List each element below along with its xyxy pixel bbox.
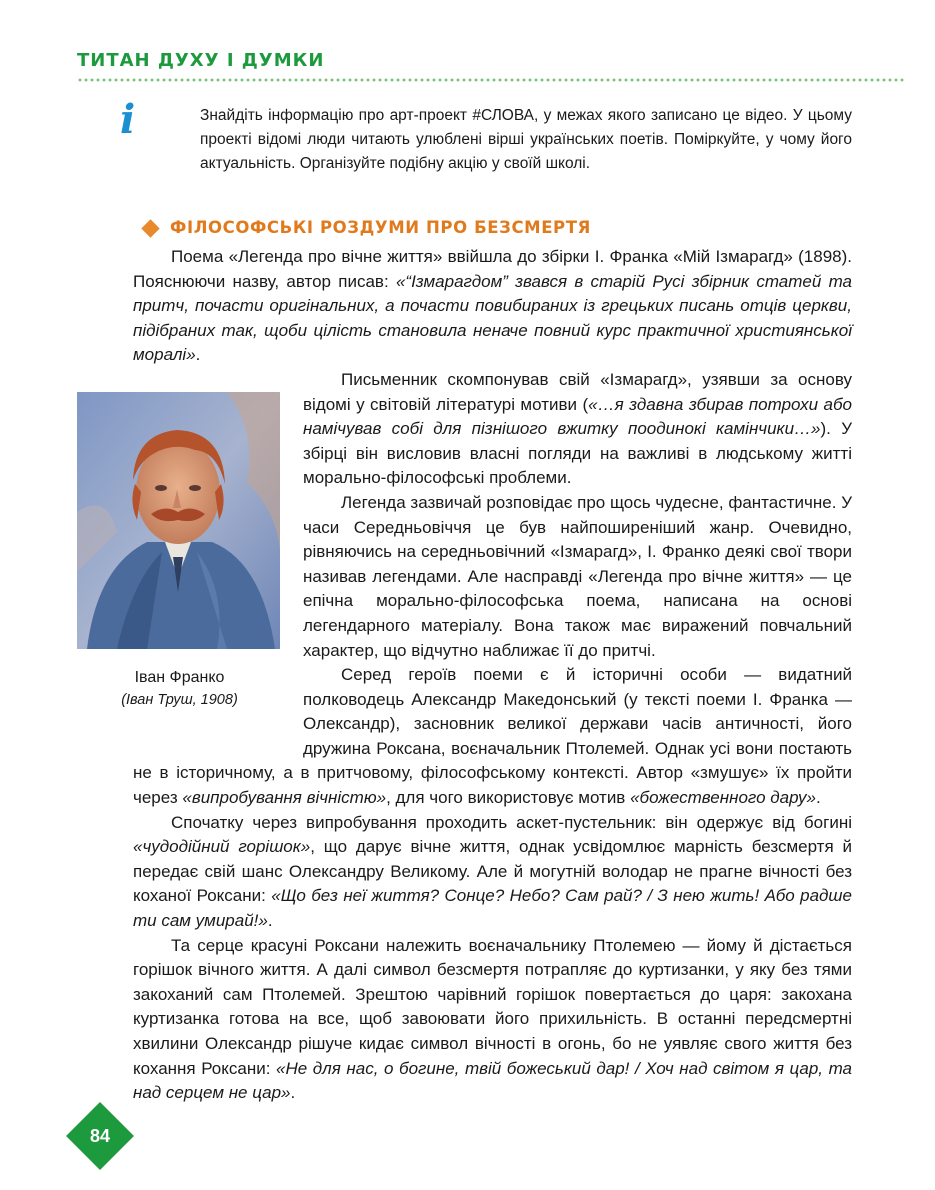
quote: «“Ізмарагдом” звався в старій Русі збірник статей та притч, почасти оригінальних, а почасти повибираних із грецьких писань отців церкви, підібраних так, щоби цілість становила неначе повний курс практичної християнської моралі» [133,271,853,365]
page-number: 84 [89,1126,111,1146]
quote: «Що без неї життя? Сонце? Небо? Сам рай? / З нею жить! Або радше ти сам умирай!» [133,886,852,931]
portrait-image [77,392,280,649]
figure-caption [92,667,267,711]
quote: «чудодійний горішок» [133,837,311,857]
section-title: ФІЛОСОФСЬКІ РОЗДУМИ ПРО БЕЗСМЕРТЯ [170,218,591,237]
paragraph-2: Письменник скомпонував свій «Ізмарагд», узявши за основу відомі у світовій літературі мотиви («…я здавна збирав потрохи або намічував собі для пізнішого вжитку поодинокі камінчики…»). У збірці він висловив власні погляди на важливі в людському житті морально-філософські проблеми. [303,369,852,488]
paragraph-3: Легенда зазвичай розповідає про щось чудесне, фантастичне. У часи Середньовіччя це був найпоширеніший жанр. Очевидно, рівняючись на середньовічний «Ізмарагд», І. Франко деякі свої твори називав легендами. Але насправді «Легенда про вічне життя» — це епічна морально-філософська поема, написана на основі легендарного матеріалу. Вона також має виражений повчальний характер, що відчутно наближає її до притчі. [303,492,852,660]
quote: «випробування вічністю» [182,788,387,808]
info-icon: i [120,96,136,143]
caption-credit: (Іван Труш, 1908) [121,692,238,708]
paragraph-6: Та серце красуні Роксани належить воєначальнику Птолемею — йому й дістається горішок вічного життя. А далі символ безсмертя потрапляє до куртизанки, у яку без тями закоханий сам Птолемей. Зрештою чарівний горішок повертається до царя: закохана куртизанка готова на все, щоб завоювати його прихильність. В останні передсмертні хвилини Олександр рішуче кидає символ вічності в огонь, бо не уявляє свого життя без кохання Роксани: «Не для нас, о богине, твій божеський дар! / Хоч над світом я цар, та над серцем не цар». [133,935,853,1103]
quote: «Не для нас, о богине, твій божеський дар! / Хоч над світом я цар, та над серцем не цар» [133,1058,853,1103]
paragraph-5: Спочатку через випробування проходить аскет-пустельник: він одержує від богині «чудодійний горішок», що дарує вічне життя, однак усвідомлює марність безсмертя й передає свій шанс Олександру Великому. Але й могутній володар не прагне вічності без коханої Роксани: «Що без неї життя? Сонце? Небо? Сам рай? / З нею жить! Або радше ти сам умирай!». [133,812,852,931]
info-box-text: Знайдіть інформацію про арт-проект #СЛОВА, у межах якого записано це відео. У цьому проекті відомі люди читають улюблені вірші українських поетів. Поміркуйте, у чому його актуальність. Організуйте подібну акцію у своїй школі. [200,107,852,172]
caption-name: Іван Франко [134,669,225,686]
quote: «…я здавна збирав потрохи або намічував собі для пізнішого вжитку поодинокі камінчики…» [303,394,852,439]
paragraph-1: Поема «Легенда про вічне життя» ввійшла до збірки І. Франка «Мій Ізмарагд» (1898). Пояснюючи назву, автор писав: «“Ізмарагдом” звався в старій Русі збірник статей та притч, почасти оригінальних, а почасти повибираних із грецьких писань отців церкви, підібраних так, щоби цілість становила неначе повний курс практичної християнської моралі». [133,247,853,365]
quote: «божественного дару» [630,788,816,808]
chapter-title: ТИТАН ДУХУ І ДУМКИ [77,50,325,71]
header-dotted-divider [77,78,905,82]
section-diamond-icon [141,219,159,237]
paragraph-4: Серед героїв поеми є й історичні особи — видатний полководець Александр Македонський (у тексті поеми І. Франка — Олександр), засновник великої держави часів античності, його дружина Роксана, воєначальник Птолемей. Однак усі вони постають не в історичному, а в притчовому, філософському контексті. Автор «змушує» їх пройти через «випробування вічністю», для чого використовує мотив «божественного дару». [133,665,852,808]
